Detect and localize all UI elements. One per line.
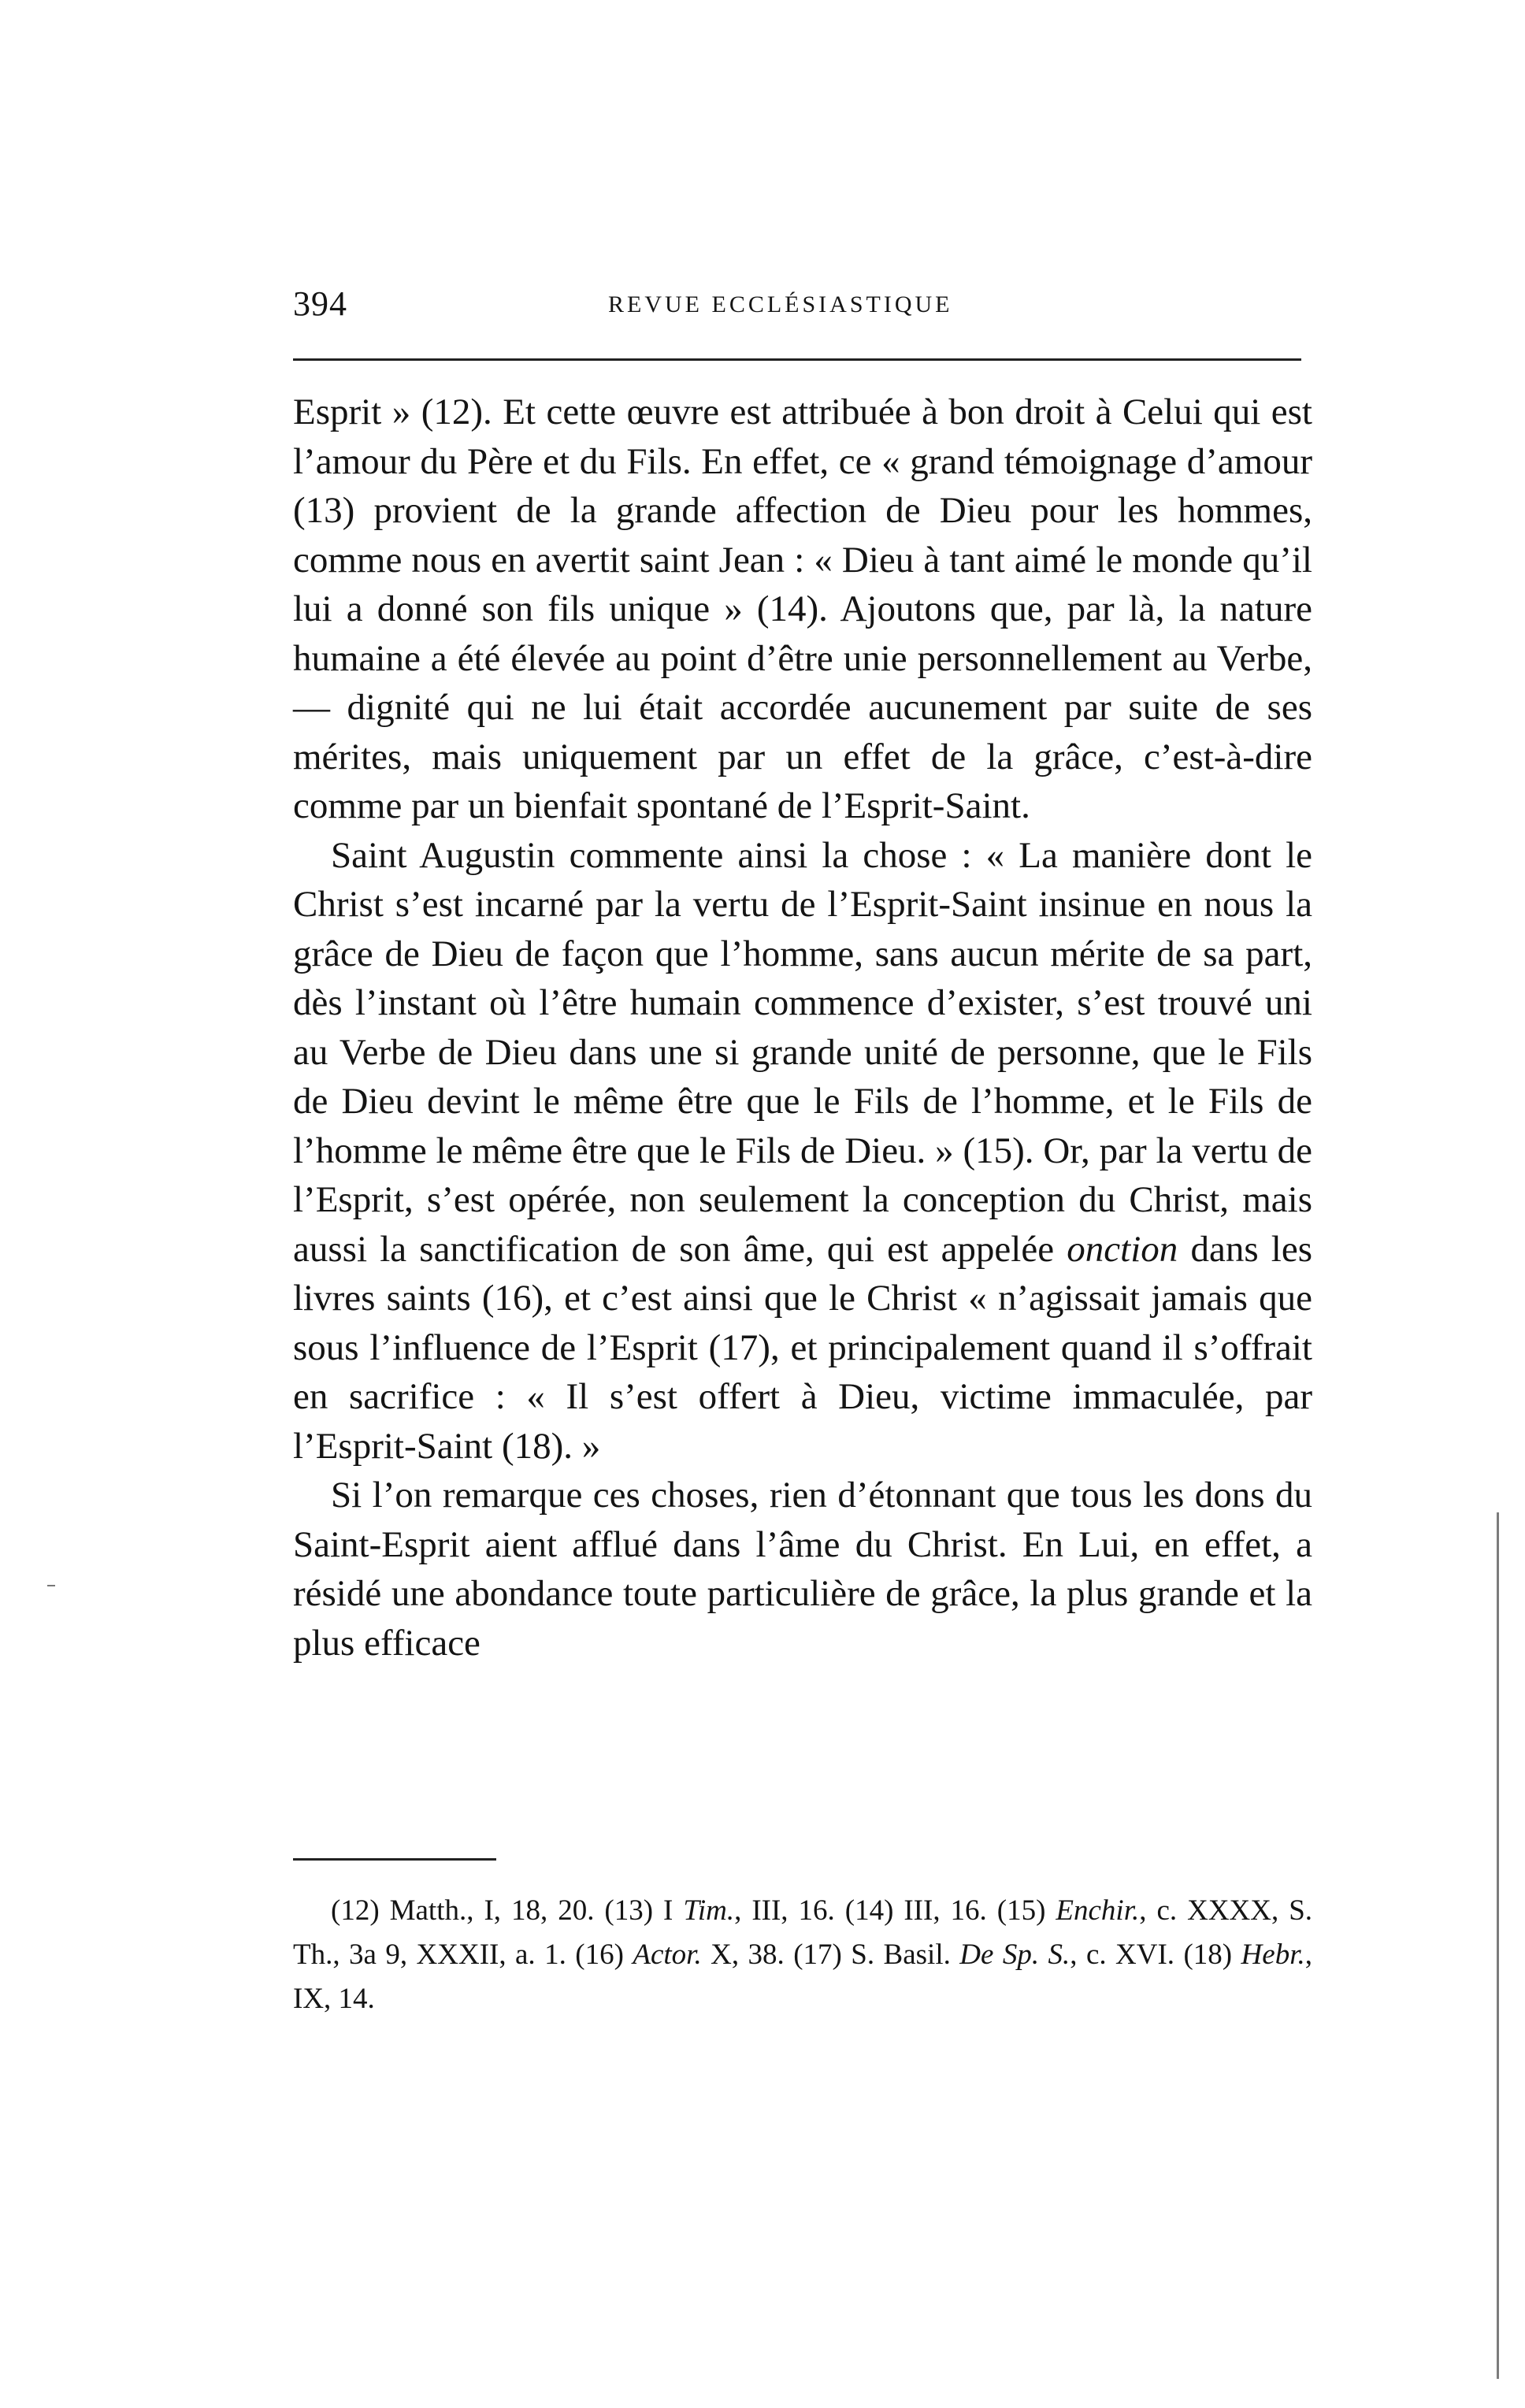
footnote-15-number: (15) — [996, 1894, 1046, 1927]
footnote-rule — [293, 1858, 496, 1861]
footnote-17 — [793, 1939, 1174, 1971]
footnote-16-ref: X, 38. — [711, 1939, 785, 1971]
footnote-12: (12) Matth., I, 18, 20. — [331, 1894, 595, 1927]
footnote-13-number: (13) I — [604, 1894, 673, 1927]
footnote-16-number: (16) — [575, 1939, 624, 1971]
page-edge-line — [1497, 1512, 1499, 2379]
paragraph-2-emphasis: onction — [1067, 1228, 1178, 1270]
paragraph-1: Esprit » (12). Et cette œuvre est attribuée à bon droit à Celui qui est l’amour du Père et du Fils. En effet, ce « grand témoignage d’amour (13) provient de la grande affection de Dieu pour les hommes, comme nous en avertit saint Jean : « Dieu à tant aimé le monde qu’il lui a donné son fils unique » (14). Ajoutons que, par là, la nature humaine a été élevée au point d’être unie personnellement au Verbe, — dignité qui ne lui était accordée aucunement par suite de ses mérites, mais uniquement par un effet de la grâce, c’est-à-dire comme par un bienfait spontané de l’Esprit-Saint. — [293, 391, 1312, 826]
paragraph-2-text-a: Saint Augustin commente ainsi la chose : « La manière dont le Christ s’est incarné par la vertu de l’Esprit-Saint insinue en nous la grâce de Dieu de façon que l’homme, sans aucun mérite de sa part, dès l’instant où l’être humain commence d’exister, s’est trouvé uni au Verbe de Dieu dans une si grande unité de personne, que le Fils de Dieu devint le même être que le Fils de l’homme, et le Fils de l’homme le même être que le Fils de Dieu. » (15). Or, par la vertu de l’Esprit, s’est opérée, non seulement la conception du Christ, mais aussi la sanctification de son âme, qui est appelée — [293, 834, 1312, 1270]
footnote-15-source: Enchir. — [1056, 1894, 1140, 1927]
paragraph-2 — [293, 831, 1312, 1471]
footnote-18-ref: , IX, 14. — [293, 1939, 1312, 2015]
page-header — [293, 280, 1309, 328]
footnote-16-source: Actor. — [633, 1939, 702, 1971]
footnote-13 — [604, 1894, 834, 1927]
footnote-18-source: Hebr. — [1241, 1939, 1305, 1971]
footnotes — [293, 1889, 1312, 2021]
footnote-17-source: De Sp. S. — [959, 1939, 1070, 1971]
footnote-18-number: (18) — [1183, 1939, 1233, 1971]
footnote-15-ref: , c. XXXX, S. Th., 3a 9, XXXII, a. 1. — [293, 1894, 1313, 1971]
footnote-17-ref: , c. XVI. — [1070, 1939, 1175, 1971]
paragraph-2-text-b: dans les livres saints (16), et c’est ainsi que le Christ « n’agissait jamais que sous l’influence de l’Esprit (17), et principalement quand il s’offrait en sacrifice : « Il s’est offert à Dieu, victime immaculée, par l’Esprit-Saint (18). » — [293, 1228, 1313, 1467]
margin-mark — [47, 1585, 55, 1586]
footnote-13-source: Tim. — [683, 1894, 735, 1927]
footnote-17-number: (17) S. Basil. — [793, 1939, 951, 1971]
footnote-13-ref: , III, 16. — [734, 1894, 835, 1927]
paragraph-3: Si l’on remarque ces choses, rien d’étonnant que tous les dons du Saint-Esprit aient afflué dans l’âme du Christ. En Lui, en effet, a résidé une abondance toute particulière de grâce, la plus grande et la plus efficace — [293, 1475, 1312, 1664]
footnote-16 — [575, 1939, 785, 1971]
page-number: 394 — [293, 284, 347, 323]
running-head: REVUE ECCLÉSIASTIQUE — [608, 291, 953, 317]
main-text — [293, 388, 1312, 1668]
header-rule — [293, 358, 1301, 361]
footnote-14: (14) III, 16. — [844, 1894, 987, 1927]
